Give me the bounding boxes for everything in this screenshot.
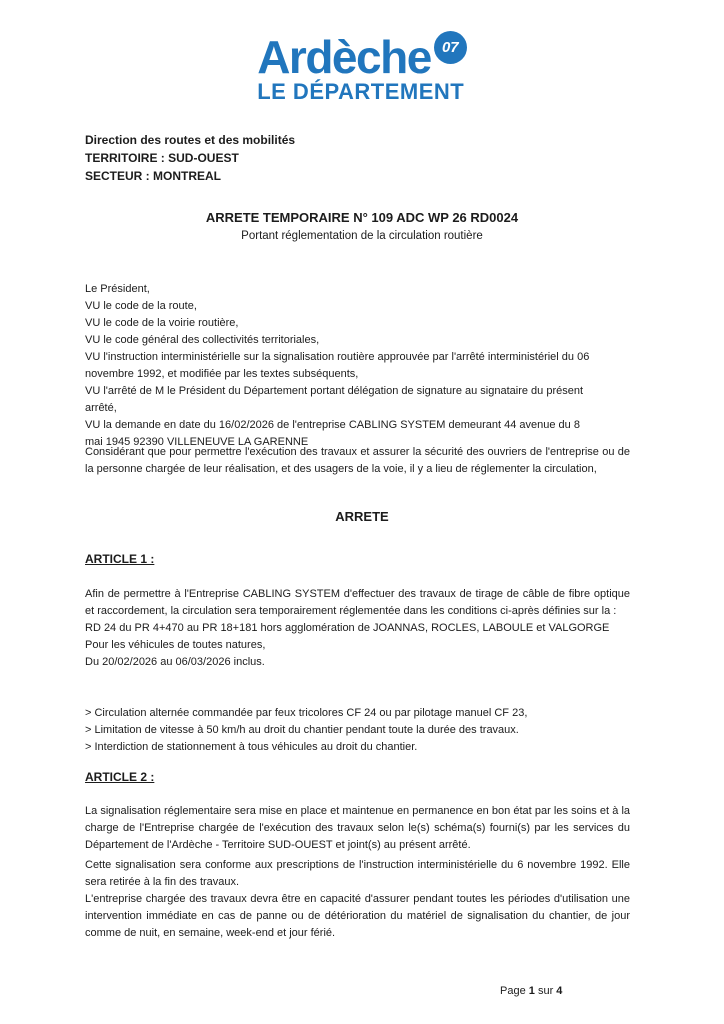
logo-row — [257, 31, 467, 83]
document-title: ARRETE TEMPORAIRE N° 109 ADC WP 26 RD0024 — [205, 210, 519, 225]
footer-sur-word: sur — [537, 985, 554, 997]
measure-item: > Circulation alternée commandée par feux tricolores CF 24 ou par pilotage manuel CF 23, — [85, 707, 528, 719]
preamble-line: arrêté, — [85, 402, 117, 414]
header-info — [85, 131, 295, 185]
preamble-line: VU la demande en date du 16/02/2026 de l'entreprise CABLING SYSTEM demeurant 44 avenue du 8 — [85, 419, 580, 431]
article1-intro: Afin de permettre à l'Entreprise CABLING SYSTEM d'effectuer des travaux de tirage de câble de fibre optique et raccordement, la circulation sera temporairement réglementée dans les conditions ci-après définies sur la : — [85, 588, 630, 617]
preamble-line: VU l'instruction interministérielle sur la signalisation routière approuvée par l'arrêté interministériel du 06 — [85, 351, 590, 363]
footer-page-number: 1 — [528, 985, 535, 997]
article1-measures — [85, 705, 630, 756]
preamble-line: VU le code général des collectivités territoriales, — [85, 334, 320, 346]
header-territoire: TERRITOIRE : SUD-OUEST — [85, 151, 239, 165]
logo-07-badge-icon: 07 — [434, 31, 467, 64]
article2-para3: L'entreprise chargée des travaux devra être en capacité d'assurer pendant toutes les périodes d'utilisation une intervention immédiate en cas de panne ou de détérioration du matériel de signalisation du chantier, de jour comme de nuit, en semaine, week-end et jour férié. — [85, 893, 630, 939]
measure-item: > Interdiction de stationnement à tous véhicules au droit du chantier. — [85, 741, 418, 753]
article1-vehicles: Pour les véhicules de toutes natures, — [85, 639, 266, 651]
page-footer — [500, 983, 562, 1000]
logo-inner — [257, 31, 467, 104]
preamble-block — [85, 281, 630, 451]
article1-road: RD 24 du PR 4+470 au PR 18+181 hors agglomération de JOANNAS, ROCLES, LABOULE et VALGORGE — [85, 622, 610, 634]
preamble-line: VU le code de la route, — [85, 300, 197, 312]
document-subtitle: Portant réglementation de la circulation routière — [241, 230, 483, 242]
preamble-line: Le Président, — [85, 283, 150, 295]
article1-period: Du 20/02/2026 au 06/03/2026 inclus. — [85, 656, 265, 668]
measure-item: > Limitation de vitesse à 50 km/h au droit du chantier pendant toute la durée des travaux. — [85, 724, 519, 736]
preamble-line: mai 1945 92390 VILLENEUVE LA GARENNE — [85, 436, 309, 448]
article2-para2-block — [85, 857, 630, 942]
article2-para1: La signalisation réglementaire sera mise en place et maintenue en permanence en bon état par les soins et à la charge de l'Entreprise chargée de l'exécution des travaux selon le(s) schéma(s) fourni(s) par les services du Département de l'Ardèche - Territoire SUD-OUEST et joint(s) au présent arrêté. — [85, 805, 630, 851]
footer-total-pages: 4 — [556, 985, 563, 997]
article1-body — [85, 586, 630, 671]
arrete-heading: ARRETE — [335, 509, 389, 524]
header-direction: Direction des routes et des mobilités — [85, 133, 296, 147]
preamble-line: VU le code de la voirie routière, — [85, 317, 239, 329]
header-secteur: SECTEUR : MONTREAL — [85, 169, 221, 183]
department-logo — [0, 31, 724, 105]
considerant-block — [85, 444, 630, 478]
logo-subtitle: LE DÉPARTEMENT — [257, 79, 465, 104]
title-block — [0, 208, 724, 246]
article2-para2: Cette signalisation sera conforme aux prescriptions de l'instruction interministérielle du 6 novembre 1992. Elle sera retirée à la fin des travaux. — [85, 859, 630, 888]
considerant-paragraph: Considérant que pour permettre l'exécution des travaux et assurer la sécurité des ouvriers de l'entreprise ou de la personne chargée de leur réalisation, et des usagers de la voie, il y a lieu de réglementer la circulation, — [85, 446, 630, 475]
article2-para1-block — [85, 803, 630, 854]
preamble-line: novembre 1992, et modifiée par les textes subséquents, — [85, 368, 359, 380]
article2-heading: ARTICLE 2 : — [85, 770, 155, 784]
footer-page-word: Page — [500, 985, 526, 997]
article1-heading: ARTICLE 1 : — [85, 552, 155, 566]
logo-wordmark: Ardèche — [257, 31, 431, 83]
preamble-line: VU l'arrêté de M le Président du Département portant délégation de signature au signataire du présent — [85, 385, 584, 397]
